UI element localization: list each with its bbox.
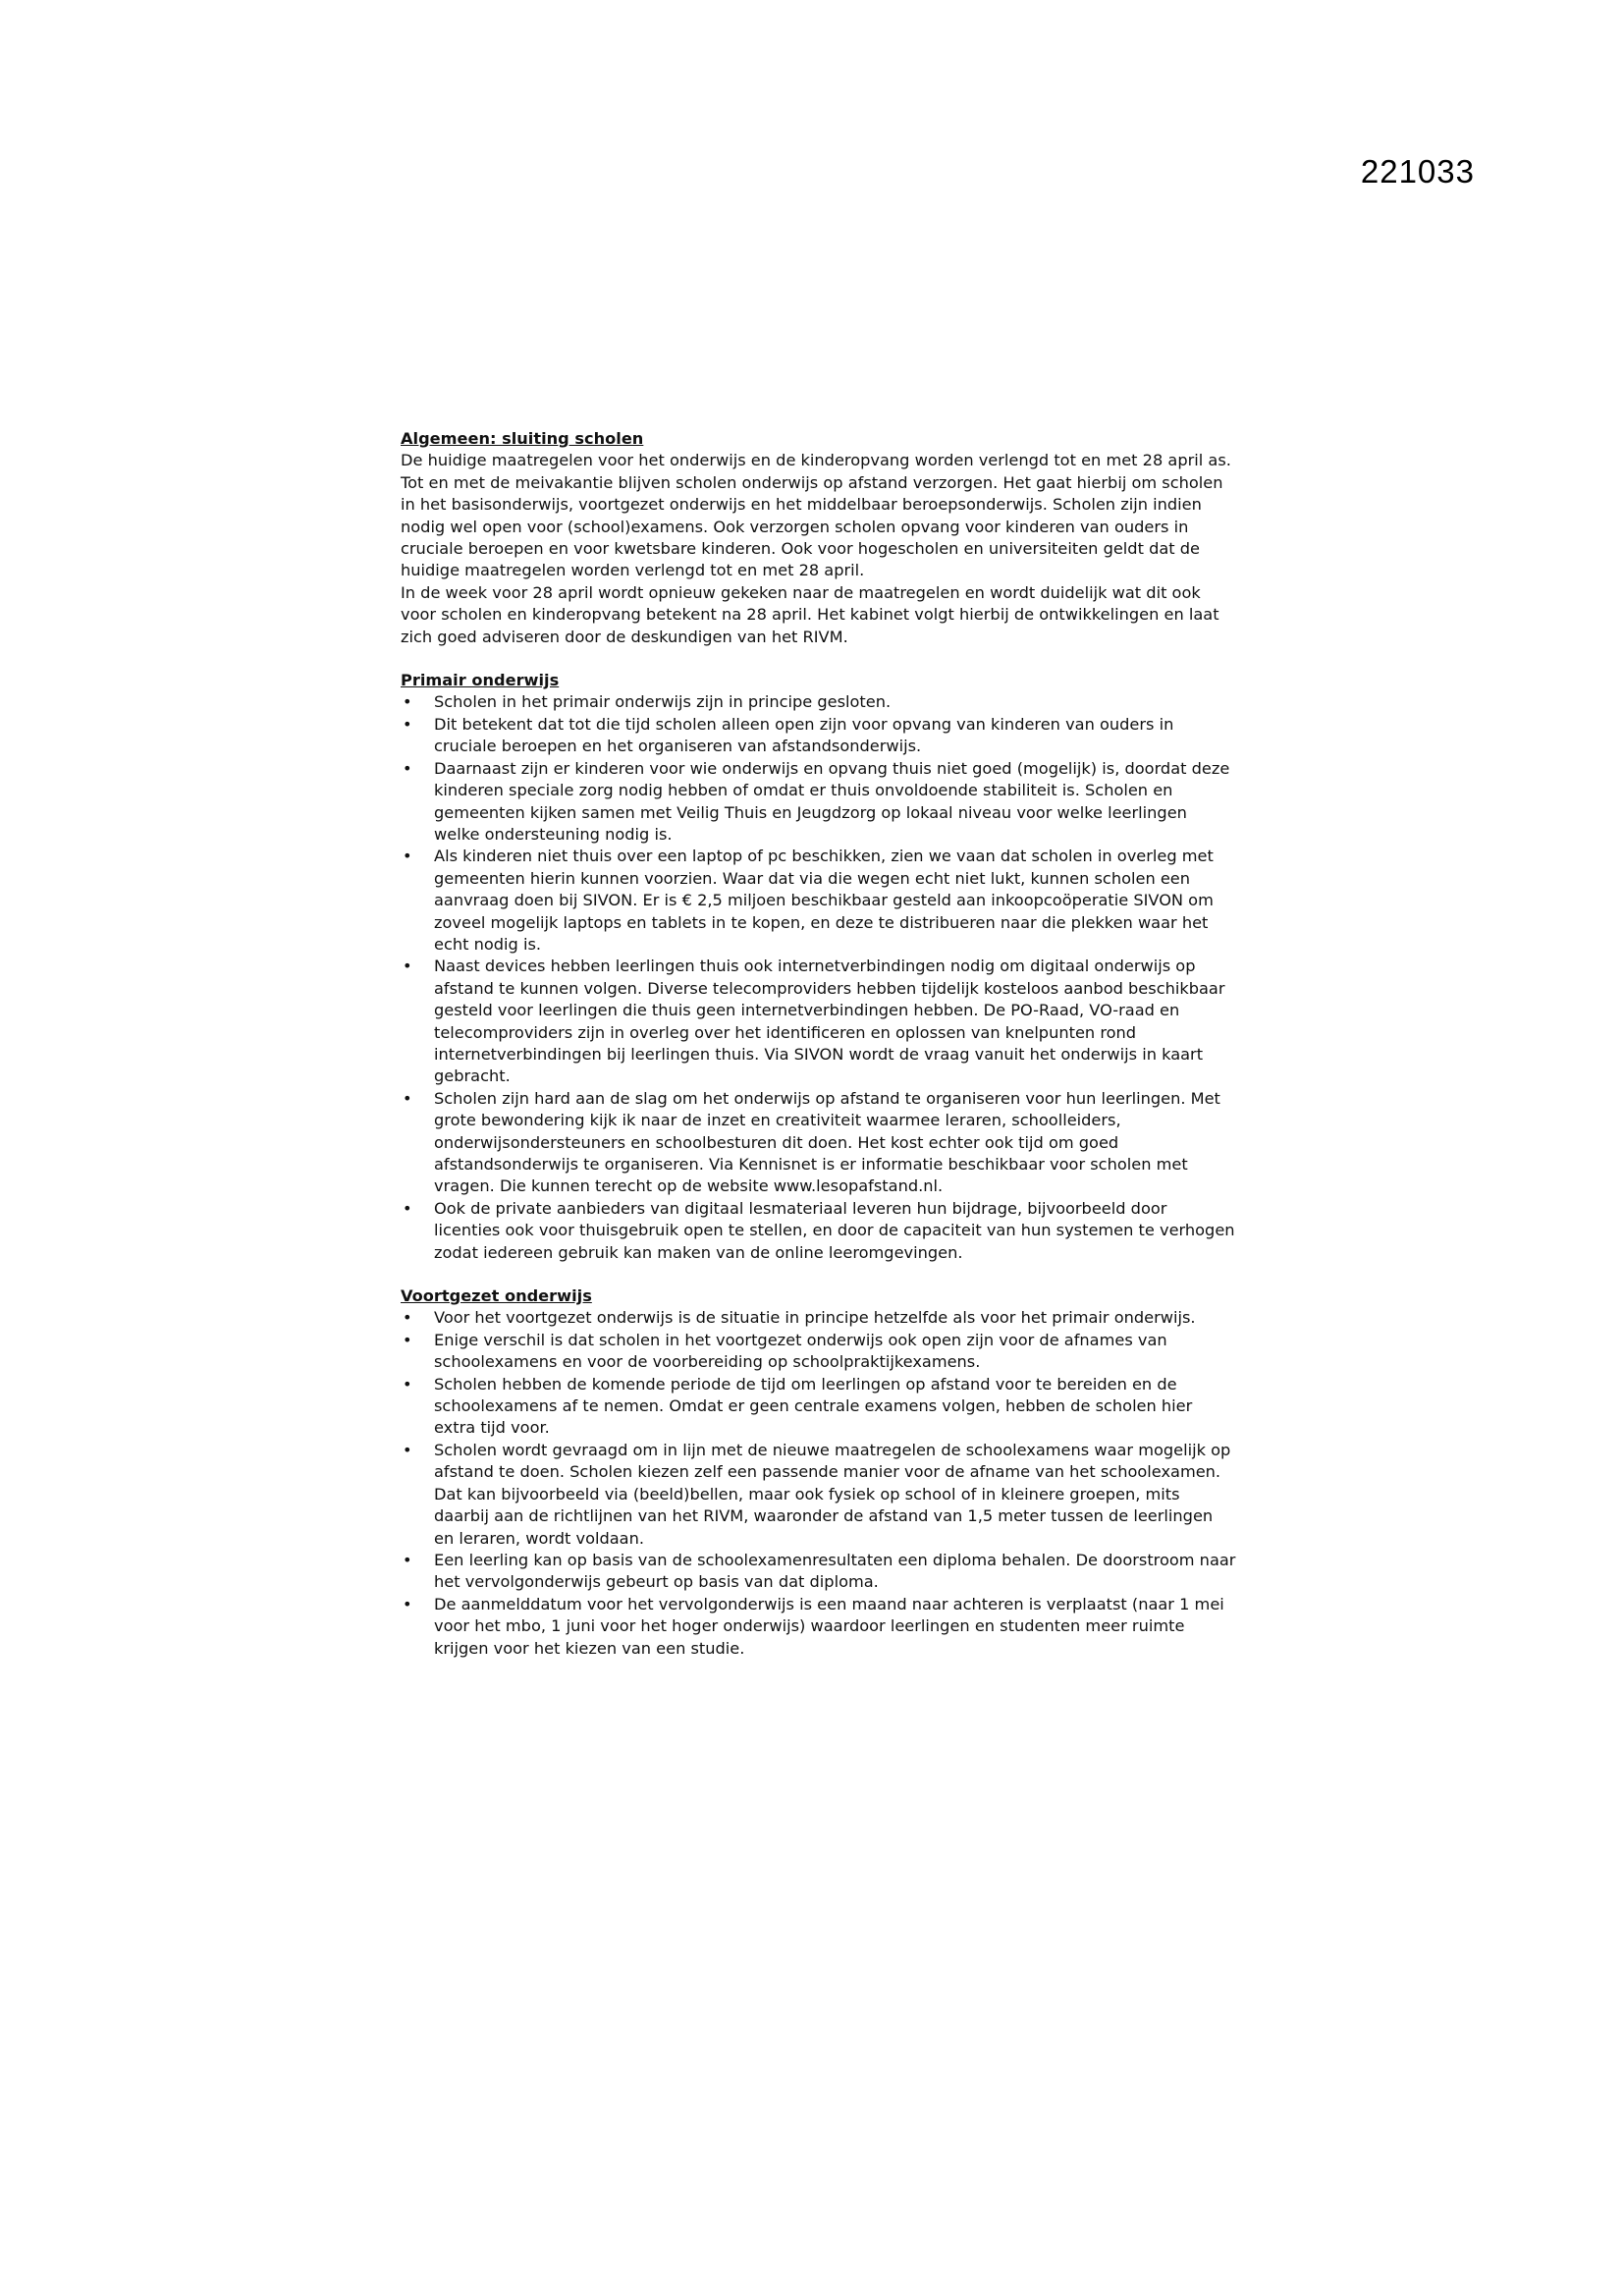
paragraph: De huidige maatregelen voor het onderwijs en de kinderopvang worden verlengd tot en met 28 april as. Tot en met de meivakantie blijven scholen onderwijs op afstand verzorgen. Het gaat hierbij om scholen in het basisonderwijs, voortgezet onderwijs en het middelbaar beroepsonderwijs. Scholen zijn indien nodig wel open voor (school)examens. Ook verzorgen scholen opvang voor kinderen van ouders in cruciale beroepen en voor kwetsbare kinderen. Ook voor hogescholen en universiteiten geldt dat de huidige maatregelen worden verlengd tot en met 28 april. [401,451,1231,580]
document-body [401,428,1237,1681]
section-heading: Voortgezet onderwijs [401,1286,592,1306]
bullet-item: • Scholen hebben de komende periode de tijd om leerlingen op afstand voor te bereiden en de schoolexamens af te nemen. Omdat er geen centrale examens volgen, hebben de scholen hier extra tijd voor. [401,1374,1237,1440]
bullet-item: • Naast devices hebben leerlingen thuis ook internetverbindingen nodig om digitaal onderwijs op afstand te kunnen volgen. Diverse telecomproviders hebben tijdelijk kosteloos aanbod beschikbaar gesteld voor leerlingen die thuis geen internetverbindingen hebben. De PO-Raad, VO-raad en telecomproviders zijn in overleg over het identificeren en oplossen van knelpunten rond internetverbindingen bij leerlingen thuis. Via SIVON wordt de vraag vanuit het onderwijs in kaart gebracht. [401,956,1237,1087]
bullet-item: • Voor het voortgezet onderwijs is de situatie in principe hetzelfde als voor het primair onderwijs. [401,1307,1237,1329]
paragraph: In de week voor 28 april wordt opnieuw gekeken naar de maatregelen en wordt duidelijk wat dit ook voor scholen en kinderopvang betekent na 28 april. Het kabinet volgt hierbij de ontwikkelingen en laat zich goed adviseren door de deskundigen van het RIVM. [401,582,1219,646]
bullet-item: • Enige verschil is dat scholen in het voortgezet onderwijs ook open zijn voor de afnames van schoolexamens en voor de voorbereiding op schoolpraktijkexamens. [401,1330,1237,1374]
bullet-list [401,1307,1237,1660]
section-primair-onderwijs [401,670,1237,1264]
bullet-item: • Dit betekent dat tot die tijd scholen alleen open zijn voor opvang van kinderen van ouders in cruciale beroepen en het organiseren van afstandsonderwijs. [401,714,1237,758]
section-voortgezet-onderwijs [401,1285,1237,1660]
section-algemeen [401,428,1237,648]
bullet-list [401,691,1237,1264]
bullet-item: • Scholen in het primair onderwijs zijn in principe gesloten. [401,691,1237,713]
bullet-item: • Daarnaast zijn er kinderen voor wie onderwijs en opvang thuis niet goed (mogelijk) is, doordat deze kinderen speciale zorg nodig hebben of omdat er thuis onvoldoende stabiliteit is. Scholen en gemeenten kijken samen met Veilig Thuis en Jeugdzorg op lokaal niveau voor welke leerlingen welke ondersteuning nodig is. [401,758,1237,847]
section-heading: Primair onderwijs [401,671,560,690]
bullet-item: • Scholen wordt gevraagd om in lijn met de nieuwe maatregelen de schoolexamens waar mogelijk op afstand te doen. Scholen kiezen zelf een passende manier voor de afname van het schoolexamen. Dat kan bijvoorbeeld via (beeld)bellen, maar ook fysiek op school of in kleinere groepen, mits daarbij aan de richtlijnen van het RIVM, waaronder de afstand van 1,5 meter tussen de leerlingen en leraren, wordt voldaan. [401,1440,1237,1550]
bullet-item: • Ook de private aanbieders van digitaal lesmateriaal leveren hun bijdrage, bijvoorbeeld door licenties ook voor thuisgebruik open te stellen, en door de capaciteit van hun systemen te verhogen zodat iedereen gebruik kan maken van de online leeromgevingen. [401,1198,1237,1264]
bullet-item: • De aanmelddatum voor het vervolgonderwijs is een maand naar achteren is verplaatst (naar 1 mei voor het mbo, 1 juni voor het hoger onderwijs) waardoor leerlingen en studenten meer ruimte krijgen voor het kiezen van een studie. [401,1594,1237,1660]
bullet-item: • Een leerling kan op basis van de schoolexamenresultaten een diploma behalen. De doorstroom naar het vervolgonderwijs gebeurt op basis van dat diploma. [401,1550,1237,1594]
bullet-item: • Scholen zijn hard aan de slag om het onderwijs op afstand te organiseren voor hun leerlingen. Met grote bewondering kijk ik naar de inzet en creativiteit waarmee leraren, schoolleiders, onderwijsondersteuners en schoolbesturen dit doen. Het kost echter ook tijd om goed afstandsonderwijs te organiseren. Via Kennisnet is er informatie beschikbaar voor scholen met vragen. Die kunnen terecht op de website www.lesopafstand.nl. [401,1088,1237,1198]
bullet-item: • Als kinderen niet thuis over een laptop of pc beschikken, zien we vaan dat scholen in overleg met gemeenten hierin kunnen voorzien. Waar dat via die wegen echt niet lukt, kunnen scholen een aanvraag doen bij SIVON. Er is € 2,5 miljoen beschikbaar gesteld aan inkoopcoöperatie SIVON om zoveel mogelijk laptops en tablets in te kopen, en deze te distribueren naar die plekken waar het echt nodig is. [401,846,1237,956]
document-number: 221033 [1360,153,1475,190]
section-heading: Algemeen: sluiting scholen [401,429,644,448]
